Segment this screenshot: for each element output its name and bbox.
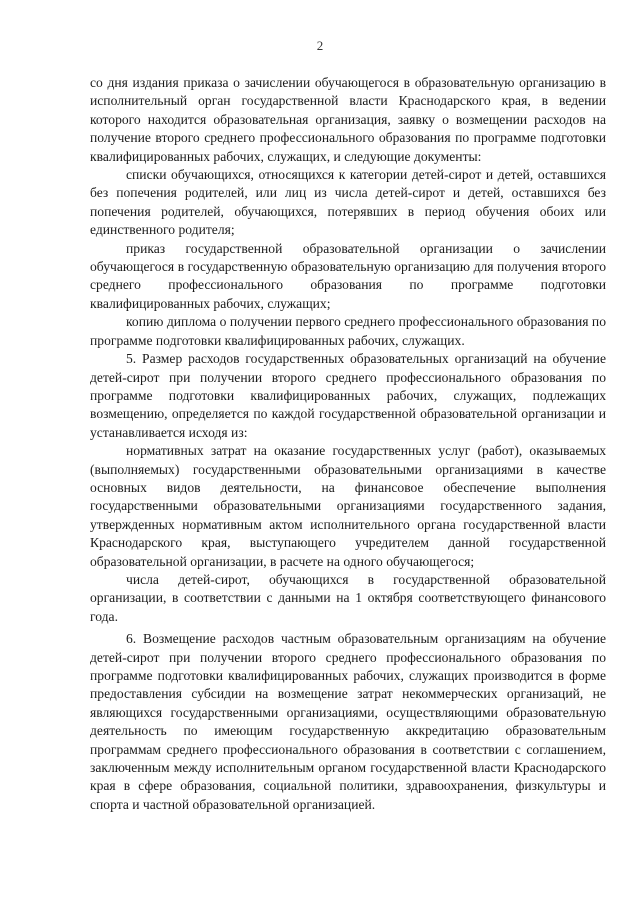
paragraph-normative-costs: нормативных затрат на оказание государственных услуг (работ), оказываемых (выполняемых) государственными образовательными организациями в качестве основных видов деятельности, на финансовое обеспечение выполнения государственными образовательными организациями государственного задания, утвержденных нормативным актом исполнительного органа государственной власти Краснодарского края, выступающего учредителем данной государственной образовательной организации, в расчете на одного обучающегося; (90, 443, 606, 569)
paragraph-clause-5: 5. Размер расходов государственных образовательных организаций на обучение детей-сирот при получении второго среднего профессионального образования по программе подготовки квалифицированных рабочих, служащих, подлежащих возмещению, определяется по каждой государственной образовательной организации и устанавливается исходя из: (90, 351, 606, 440)
paragraph-list-orphans: списки обучающихся, относящихся к категории детей-сирот и детей, оставшихся без попечения родителей, или лиц из числа детей-сирот и детей, оставшихся без попечения родителей, обучающихся, потерявших в период обучения обоих или единственного родителя; (90, 167, 606, 238)
paragraph-continuation: со дня издания приказа о зачислении обучающегося в образовательную организацию в исполнительный орган государственной власти Краснодарского края, в ведении которого находится образовательная организация, заявку о возмещении расходов на получение второго среднего профессионального образования по программе подготовки квалифицированных рабочих, служащих, и следующие документы: (90, 75, 606, 164)
page-number: 2 (316, 38, 324, 53)
document-body (90, 74, 606, 814)
paragraph-clause-6: 6. Возмещение расходов частным образовательным организациям на обучение детей-сирот при получении второго среднего профессионального образования по программе подготовки квалифицированных рабочих, служащих производится в форме предоставления субсидии на возмещение затрат некоммерческих организаций, не являющихся государственными организациями, осуществляющими образовательную деятельность по имеющим государственную аккредитацию образовательным программам среднего профессионального образования в соответствии с соглашением, заключенным между исполнительным органом государственной власти Краснодарского края в сфере образования, социальной политики, здравоохранения, физкультуры и спорта и частной образовательной организацией. (90, 631, 606, 812)
paragraph-diploma-copy: копию диплома о получении первого среднего профессионального образования по программе подготовки квалифицированных рабочих, служащих. (90, 314, 606, 348)
paragraph-orphan-count: числа детей-сирот, обучающихся в государственной образовательной организации, в соответствии с данными на 1 октября соответствующего финансового года. (90, 571, 606, 624)
paragraph-enrollment-order: приказ государственной образовательной организации о зачислении обучающегося в государственную образовательную организацию для получения второго среднего профессионального образования по программе подготовки квалифицированных рабочих, служащих; (90, 240, 606, 311)
